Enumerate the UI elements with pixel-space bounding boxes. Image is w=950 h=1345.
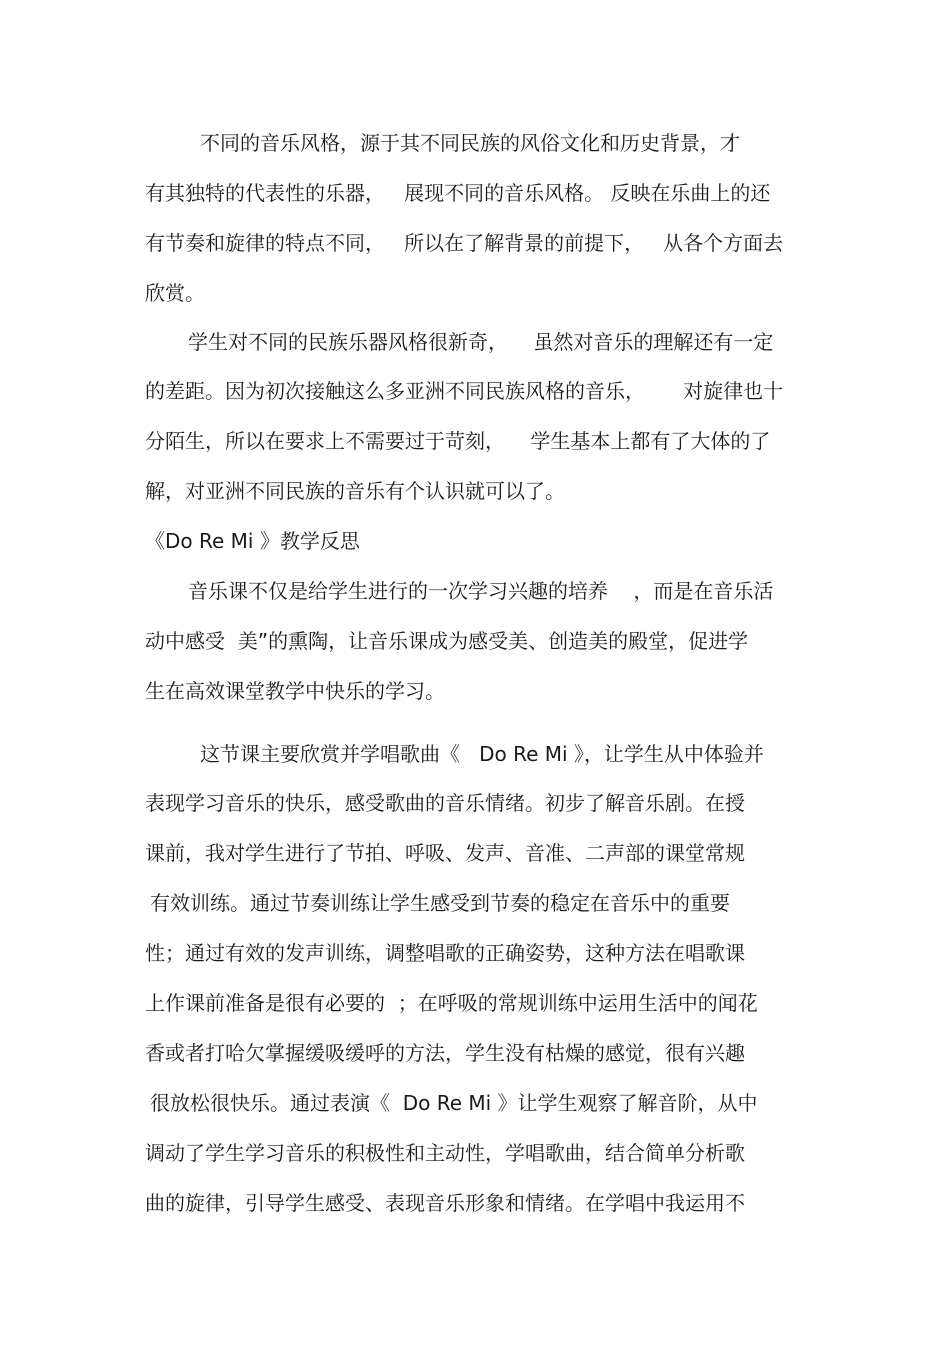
- text-line: 欣赏。: [145, 281, 205, 305]
- text-line: 不同的音乐风格，源于其不同民族的风俗文化和历史背景，才: [200, 131, 740, 155]
- text-line: 很放松很快乐。通过表演《 Do Re Mi 》让学生观察了解音阶，从中: [150, 1091, 758, 1115]
- text-line: 的差距。因为初次接触这么多亚洲不同民族风格的音乐， 对旋律也十: [145, 379, 784, 403]
- text-line: 曲的旋律，引导学生感受、表现音乐形象和情绪。在学唱中我运用不: [145, 1191, 745, 1215]
- text-line: 有节奏和旋律的特点不同， 所以在了解背景的前提下， 从各个方面去: [145, 231, 784, 255]
- text-line: 课前，我对学生进行了节拍、呼吸、发声、音准、二声部的课堂常规: [145, 841, 745, 865]
- text-line: 调动了学生学习音乐的积极性和主动性，学唱歌曲，结合简单分析歌: [145, 1141, 745, 1165]
- text-line: 分陌生，所以在要求上不需要过于苛刻， 学生基本上都有了大体的了: [145, 429, 771, 453]
- text-line: 学生对不同的民族乐器风格很新奇， 虽然对音乐的理解还有一定: [188, 330, 774, 354]
- text-line: 解，对亚洲不同民族的音乐有个认识就可以了。: [145, 479, 565, 503]
- text-line: 性；通过有效的发声训练，调整唱歌的正确姿势，这种方法在唱歌课: [145, 941, 745, 965]
- text-line: 音乐课不仅是给学生进行的一次学习兴趣的培养 ，而是在音乐活: [188, 579, 774, 603]
- text-line: 有效训练。通过节奏训练让学生感受到节奏的稳定在音乐中的重要: [150, 891, 730, 915]
- text-line: 这节课主要欣赏并学唱歌曲《 Do Re Mi 》，让学生从中体验并: [200, 742, 764, 766]
- text-line: 有其独特的代表性的乐器， 展现不同的音乐风格。 反映在乐曲上的还: [145, 181, 771, 205]
- text-line: 香或者打哈欠掌握缓吸缓呼的方法，学生没有枯燥的感觉，很有兴趣: [145, 1041, 745, 1065]
- section-heading: 《Do Re Mi 》教学反思: [145, 529, 360, 553]
- text-line: 生在高效课堂教学中快乐的学习。: [145, 679, 445, 703]
- text-line: 上作课前准备是很有必要的 ；在呼吸的常规训练中运用生活中的闻花: [145, 991, 758, 1015]
- text-line: 表现学习音乐的快乐，感受歌曲的音乐情绪。初步了解音乐剧。在授: [145, 791, 745, 815]
- text-line: 动中感受 美”的熏陶，让音乐课成为感受美、创造美的殿堂，促进学: [145, 629, 749, 653]
